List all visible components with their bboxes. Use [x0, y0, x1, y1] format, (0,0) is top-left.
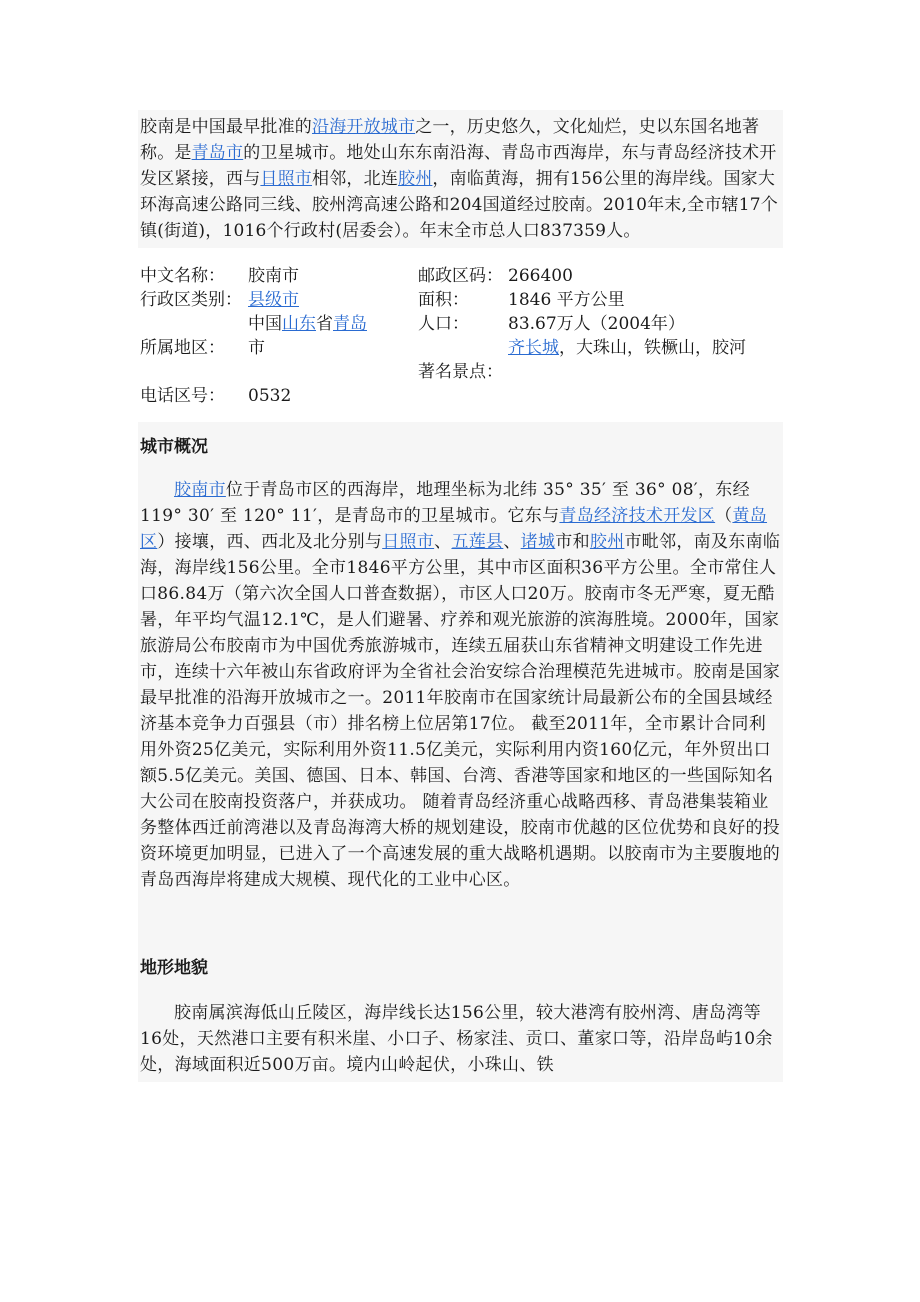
infobox-value: 266400: [508, 266, 573, 286]
infobox: [138, 264, 783, 408]
infobox-label: 面积：: [418, 290, 469, 310]
sights-value: ，大珠山，铁橛山，胶河: [559, 338, 746, 358]
infobox-label: [418, 312, 508, 384]
link-great-wall-qi[interactable]: 齐长城: [508, 338, 559, 358]
infobox-value: [248, 312, 418, 384]
link-qingdao-region[interactable]: 青岛: [333, 314, 367, 334]
link-zhucheng[interactable]: 诸城: [520, 532, 556, 552]
intro-text: 之一，历史悠久，文化灿烂，史以东国名地著称。是: [140, 117, 760, 163]
overview-section: [138, 422, 783, 937]
link-huangdao[interactable]: 黄岛区: [140, 506, 768, 552]
sights-label: 著名景点：: [418, 362, 503, 382]
region-text: 省: [316, 314, 333, 334]
infobox-label: 邮政区码：: [418, 266, 503, 286]
link-shandong[interactable]: 山东: [282, 314, 316, 334]
terrain-paragraph: 胶南属滨海低山丘陵区，海岸线长达156公里，较大港湾有胶州湾、唐岛湾等16处，天然港口主要有积米崖、小口子、杨家洼、贡口、董家口等，沿岸岛屿10余处，海域面积近500万亩。境内山岭起伏，小珠山、铁: [140, 1003, 773, 1075]
link-qingdao-etdz[interactable]: 青岛经济技术开发区: [559, 506, 716, 526]
overview-paragraph: [138, 477, 783, 897]
population-value: 83.67万人（2004年）: [508, 314, 685, 334]
overview-text: 、: [503, 532, 521, 552]
overview-text: 市和: [555, 532, 590, 552]
infobox-label: 所属地区：: [140, 338, 225, 358]
link-rizhao[interactable]: 日照市: [260, 169, 313, 189]
intro-paragraph: [138, 110, 783, 248]
infobox-label: 电话区号：: [140, 386, 225, 406]
overview-text: （: [715, 506, 733, 526]
infobox-value: 0532: [248, 386, 292, 406]
overview-text: 市毗邻，南及东南临海，海岸线156公里。全市1846平方公里，其中市区面积36平方公里。全市常住人口86.84万（第六次全国人口普查数据），市区人口20万。胶南市冬无严寒，夏无酷暑，年平均气温12.1℃，是人们避暑、疗养和观光旅游的滨海胜境。2000年，国家旅游局公布胶南市为中国优秀旅游城市，连续五届获山东省精神文明建设工作先进市，连续十六年被山东省政府评为全省社会治安综合治理模范先进城市。胶南是国家最早批准的沿海开放城市之一。2011年胶南市在国家统计局最新公布的全国县域经济基本竞争力百强县（市）排名榜上位居第17位。 截至2011年，全市累计合同利用外资25亿美元，实际利用外资11.5亿美元，实际利用内资160亿元，年外贸出口额5.5亿美元。美国、德国、日本、韩国、台湾、香港等国家和地区的一些国际知名大公司在胶南投资落户，并获成功。 随着青岛经济重心战略西移、青岛港集装箱业务整体西迁前湾港以及青岛海湾大桥的规划建设，胶南市优越的区位优势和良好的投资环境更加明显，已进入了一个高速发展的重大战略机遇期。以胶南市为主要腹地的青岛西海岸将建成大规模、现代化的工业中心区。: [140, 532, 781, 890]
region-text: 中国: [248, 314, 282, 334]
link-coastal-open-city[interactable]: 沿海开放城市: [312, 117, 416, 137]
intro-text: 相邻，北连: [312, 169, 399, 189]
link-jiaozhou[interactable]: 胶州: [398, 169, 433, 189]
link-qingdao[interactable]: 青岛市: [191, 143, 244, 163]
infobox-value: 胶南市: [248, 266, 299, 286]
terrain-section: [138, 937, 783, 1082]
infobox-value: [508, 312, 778, 384]
region-text: 市: [248, 338, 265, 358]
link-jiaonan[interactable]: 胶南市: [174, 480, 226, 500]
link-county-level-city[interactable]: 县级市: [248, 290, 299, 310]
population-label: 人口：: [418, 314, 469, 334]
document-page: [138, 110, 783, 1082]
intro-text: 胶南是中国最早批准的: [140, 117, 312, 137]
link-jiaozhou-city[interactable]: 胶州: [589, 532, 625, 552]
infobox-label: 行政区类别：: [140, 290, 242, 310]
link-rizhao-city[interactable]: 日照市: [382, 532, 435, 552]
overview-text: 、: [434, 532, 452, 552]
link-wulian[interactable]: 五莲县: [451, 532, 504, 552]
infobox-label: 中文名称：: [140, 266, 225, 286]
section-heading: 城市概况: [140, 437, 208, 457]
intro-text: 的卫星城市。地处山东东南沿海、青岛市西海岸，东与青岛经济技术开发区紧接，西与: [140, 143, 777, 189]
section-heading: 地形地貌: [140, 958, 208, 978]
overview-text: ）接壤，西、西北及北分别与: [157, 532, 383, 552]
infobox-value: 1846 平方公里: [508, 290, 625, 310]
infobox-value: [248, 288, 418, 312]
intro-text: ，南临黄海，拥有156公里的海岸线。国家大环海高速公路同三线、胶州湾高速公路和204国道经过胶南。2010年末,全市辖17个镇(街道)，1016个行政村(居委会）。年末全市总人口837359人。: [140, 169, 778, 241]
overview-text: 位于青岛市区的西海岸，地理坐标为北纬 35° 35′ 至 36° 08′，东经 119° 30′ 至 120° 11′，是青岛市的卫星城市。它东与: [140, 480, 750, 526]
